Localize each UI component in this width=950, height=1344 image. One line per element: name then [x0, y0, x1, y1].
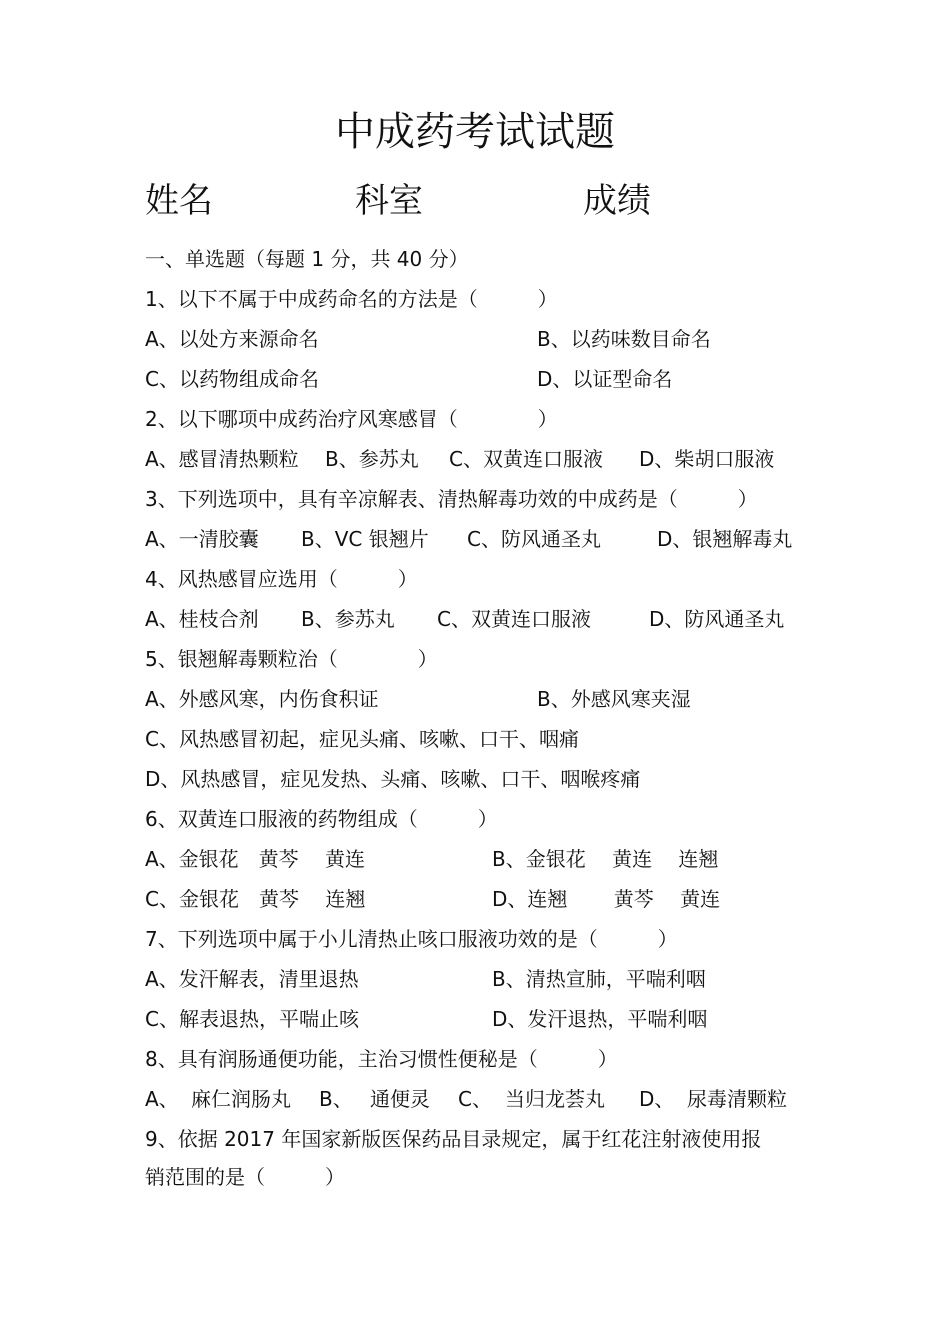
page-title: 中成药考试试题 — [335, 109, 615, 155]
option-a: A、一清胶囊 — [145, 527, 259, 551]
option-c: 当归龙荟丸 — [505, 1087, 605, 1111]
option-b: B、参苏丸 — [325, 447, 419, 471]
option-d: D、连翘 黄芩 黄连 — [492, 887, 721, 911]
question-stem: 7、下列选项中属于小儿清热止咳口服液功效的是（ ） — [145, 927, 678, 951]
option-d: D、风热感冒，症见发热、头痛、咳嗽、口干、咽喉疼痛 — [145, 767, 641, 791]
option-row — [145, 839, 805, 879]
option-d: D、银翘解毒丸 — [657, 527, 793, 551]
option-d: D、发汗退热，平喘利咽 — [492, 1007, 708, 1031]
option-row — [145, 959, 805, 999]
option-row — [145, 999, 805, 1039]
option-d: D、柴胡口服液 — [639, 447, 775, 471]
option-b-letter: B、 — [319, 1087, 353, 1111]
option-c: C、双黄连口服液 — [437, 607, 591, 631]
option-row — [145, 439, 805, 479]
option-d: 尿毒清颗粒 — [687, 1087, 787, 1111]
option-row — [145, 1079, 815, 1119]
question-stem: 8、具有润肠通便功能，主治习惯性便秘是（ ） — [145, 1047, 618, 1071]
option-c: C、风热感冒初起，症见头痛、咳嗽、口干、咽痛 — [145, 727, 579, 751]
option-a: A、桂枝合剂 — [145, 607, 259, 631]
question-stem: 3、下列选项中，具有辛凉解表、清热解毒功效的中成药是（ ） — [145, 487, 758, 511]
option-c: C、金银花 黄芩 连翘 — [145, 887, 366, 911]
option-row — [145, 879, 805, 919]
option-a: 麻仁润肠丸 — [191, 1087, 291, 1111]
option-b: B、VC 银翘片 — [301, 527, 429, 551]
option-d: D、以证型命名 — [537, 367, 673, 391]
question-stem: 4、风热感冒应选用（ ） — [145, 567, 418, 591]
option-a: A、金银花 黄芩 黄连 — [145, 847, 366, 871]
option-a: A、发汗解表，清里退热 — [145, 967, 359, 991]
option-row — [145, 519, 815, 559]
option-row — [145, 599, 815, 639]
option-b: 通便灵 — [370, 1087, 430, 1111]
option-c: C、以药物组成命名 — [145, 367, 319, 391]
score-label: 成绩 — [583, 181, 651, 221]
option-b: B、以药味数目命名 — [537, 327, 711, 351]
option-d: D、防风通圣丸 — [649, 607, 785, 631]
option-a: A、外感风寒，内伤食积证 — [145, 687, 379, 711]
name-label: 姓名 — [145, 181, 213, 221]
question-stem-continued: 销范围的是（ ） — [145, 1165, 345, 1189]
question-stem: 1、以下不属于中成药命名的方法是（ ） — [145, 287, 558, 311]
option-a: A、以处方来源命名 — [145, 327, 319, 351]
question-stem: 9、依据 2017 年国家新版医保药品目录规定，属于红花注射液使用报 — [145, 1127, 762, 1151]
option-b: B、外感风寒夹湿 — [537, 687, 691, 711]
option-c: C、双黄连口服液 — [449, 447, 603, 471]
option-b: B、金银花 黄连 连翘 — [492, 847, 719, 871]
question-stem: 6、双黄连口服液的药物组成（ ） — [145, 807, 498, 831]
option-c: C、解表退热，平喘止咳 — [145, 1007, 359, 1031]
question-stem: 2、以下哪项中成药治疗风寒感冒（ ） — [145, 407, 558, 431]
department-label: 科室 — [355, 181, 423, 221]
option-b: B、清热宣肺，平喘利咽 — [492, 967, 706, 991]
option-a: A、感冒清热颗粒 — [145, 447, 299, 471]
option-d-letter: D、 — [639, 1087, 675, 1111]
question-stem: 5、银翘解毒颗粒治（ ） — [145, 647, 438, 671]
option-a-letter: A、 — [145, 1087, 179, 1111]
option-row — [145, 359, 805, 399]
option-c-letter: C、 — [458, 1087, 492, 1111]
option-c: C、防风通圣丸 — [467, 527, 601, 551]
section-heading: 一、单选题（每题 1 分，共 40 分） — [145, 247, 469, 271]
option-row — [145, 319, 805, 359]
header-fields — [145, 176, 845, 226]
option-row — [145, 679, 805, 719]
option-b: B、参苏丸 — [301, 607, 395, 631]
